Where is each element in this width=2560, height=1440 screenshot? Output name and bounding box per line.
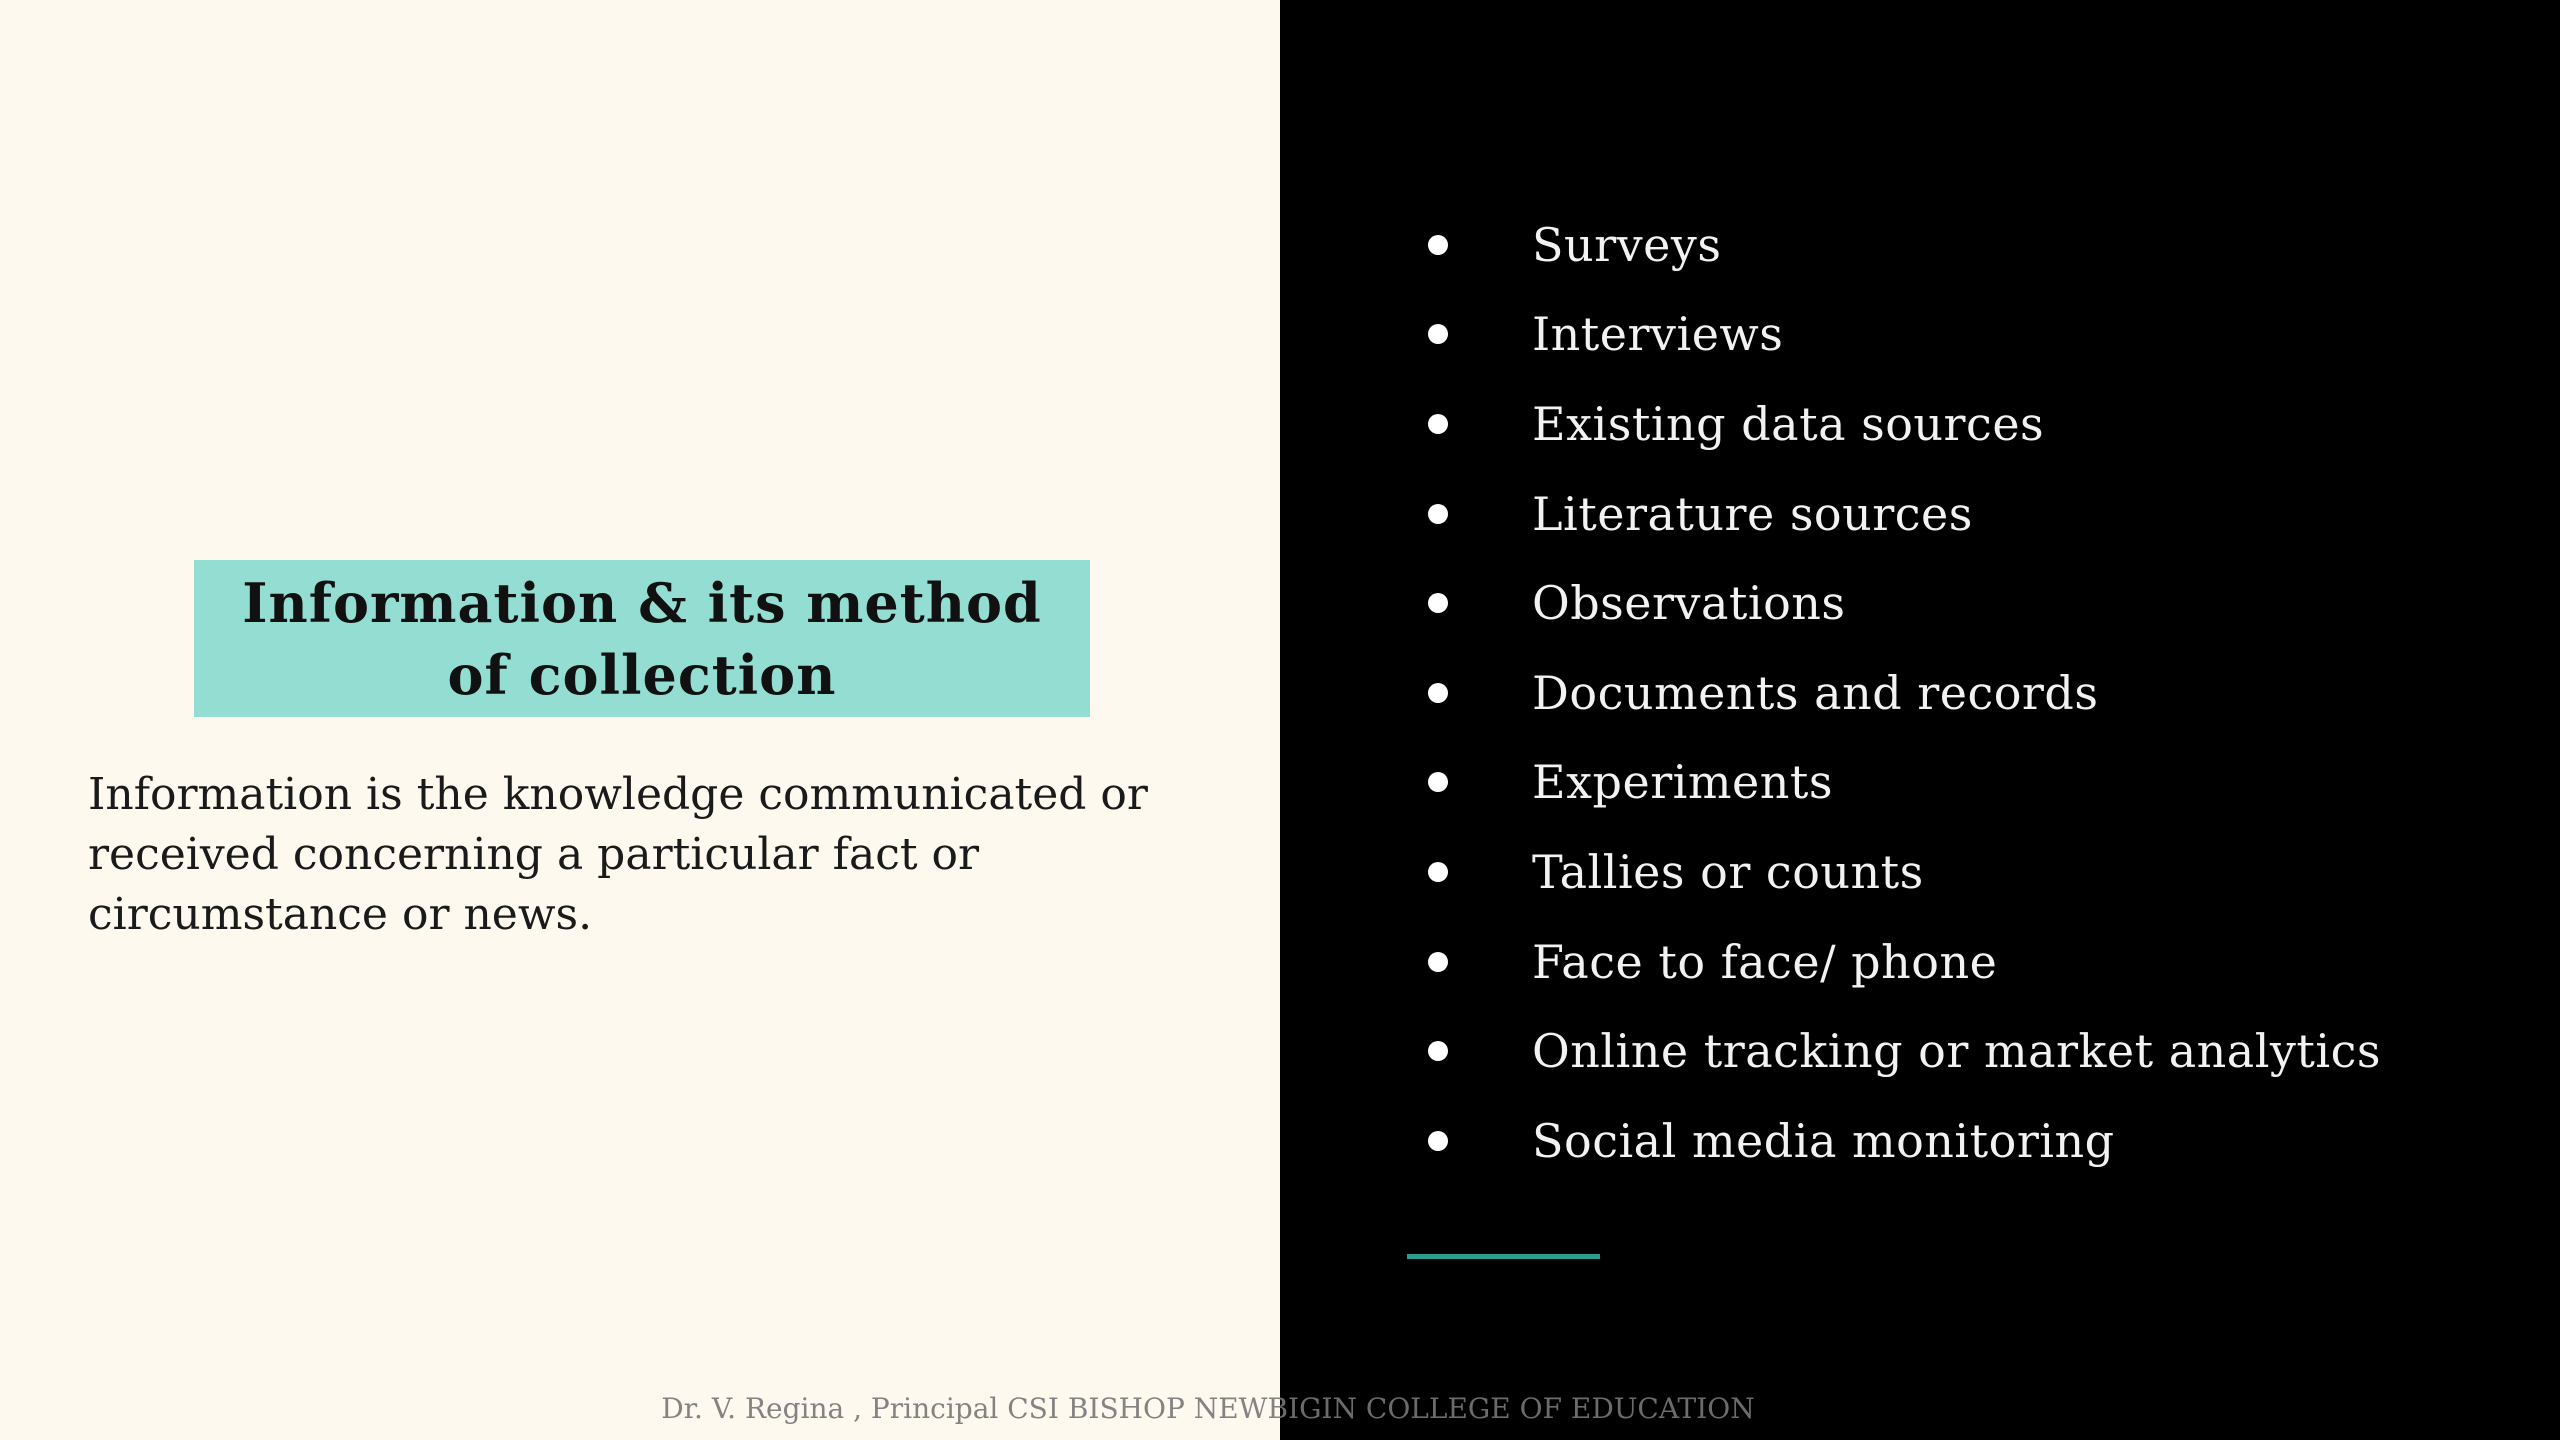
method-item: [1424, 1096, 2381, 1186]
method-item: [1424, 917, 2381, 1007]
method-label: Online tracking or market analytics: [1532, 1024, 2381, 1079]
bullet-dot-icon: [1428, 952, 1448, 972]
method-label: Surveys: [1532, 217, 1722, 272]
bullet-dot-icon: [1428, 414, 1448, 434]
method-item: [1424, 379, 2381, 469]
bullet-dot-icon: [1428, 235, 1448, 255]
bullet-dot-icon: [1428, 862, 1448, 882]
title-box: [194, 560, 1090, 717]
method-item: [1424, 558, 2381, 648]
bullet-dot-icon: [1428, 772, 1448, 792]
slide-title: Information & its method of collection: [242, 570, 1042, 707]
bullet-dot-icon: [1428, 324, 1448, 344]
method-item: [1424, 1006, 2381, 1096]
method-label: Documents and records: [1532, 665, 2099, 720]
bullet-dot-icon: [1428, 1041, 1448, 1061]
accent-line: [1407, 1254, 1600, 1259]
method-item: [1424, 738, 2381, 828]
methods-list: [1424, 200, 2381, 1186]
bullet-dot-icon: [1428, 1131, 1448, 1151]
method-item: [1424, 827, 2381, 917]
bullet-dot-icon: [1428, 593, 1448, 613]
definition-text: Information is the knowledge communicated or received concerning a particular fact or circumstance or news.: [88, 769, 1148, 940]
bullet-dot-icon: [1428, 683, 1448, 703]
method-label: Observations: [1532, 576, 1846, 631]
method-item: [1424, 290, 2381, 380]
method-label: Tallies or counts: [1532, 844, 1924, 899]
method-item: [1424, 469, 2381, 559]
footer-credit: Dr. V. Regina , Principal CSI BISHOP NEWBIGIN COLLEGE OF EDUCATION: [661, 1392, 1755, 1425]
method-label: Existing data sources: [1532, 396, 2045, 451]
method-label: Experiments: [1532, 755, 1833, 810]
method-item: [1424, 200, 2381, 290]
method-label: Literature sources: [1532, 486, 1973, 541]
method-label: Interviews: [1532, 307, 1784, 362]
method-label: Social media monitoring: [1532, 1113, 2115, 1168]
method-label: Face to face/ phone: [1532, 934, 1998, 989]
method-item: [1424, 648, 2381, 738]
bullet-dot-icon: [1428, 504, 1448, 524]
